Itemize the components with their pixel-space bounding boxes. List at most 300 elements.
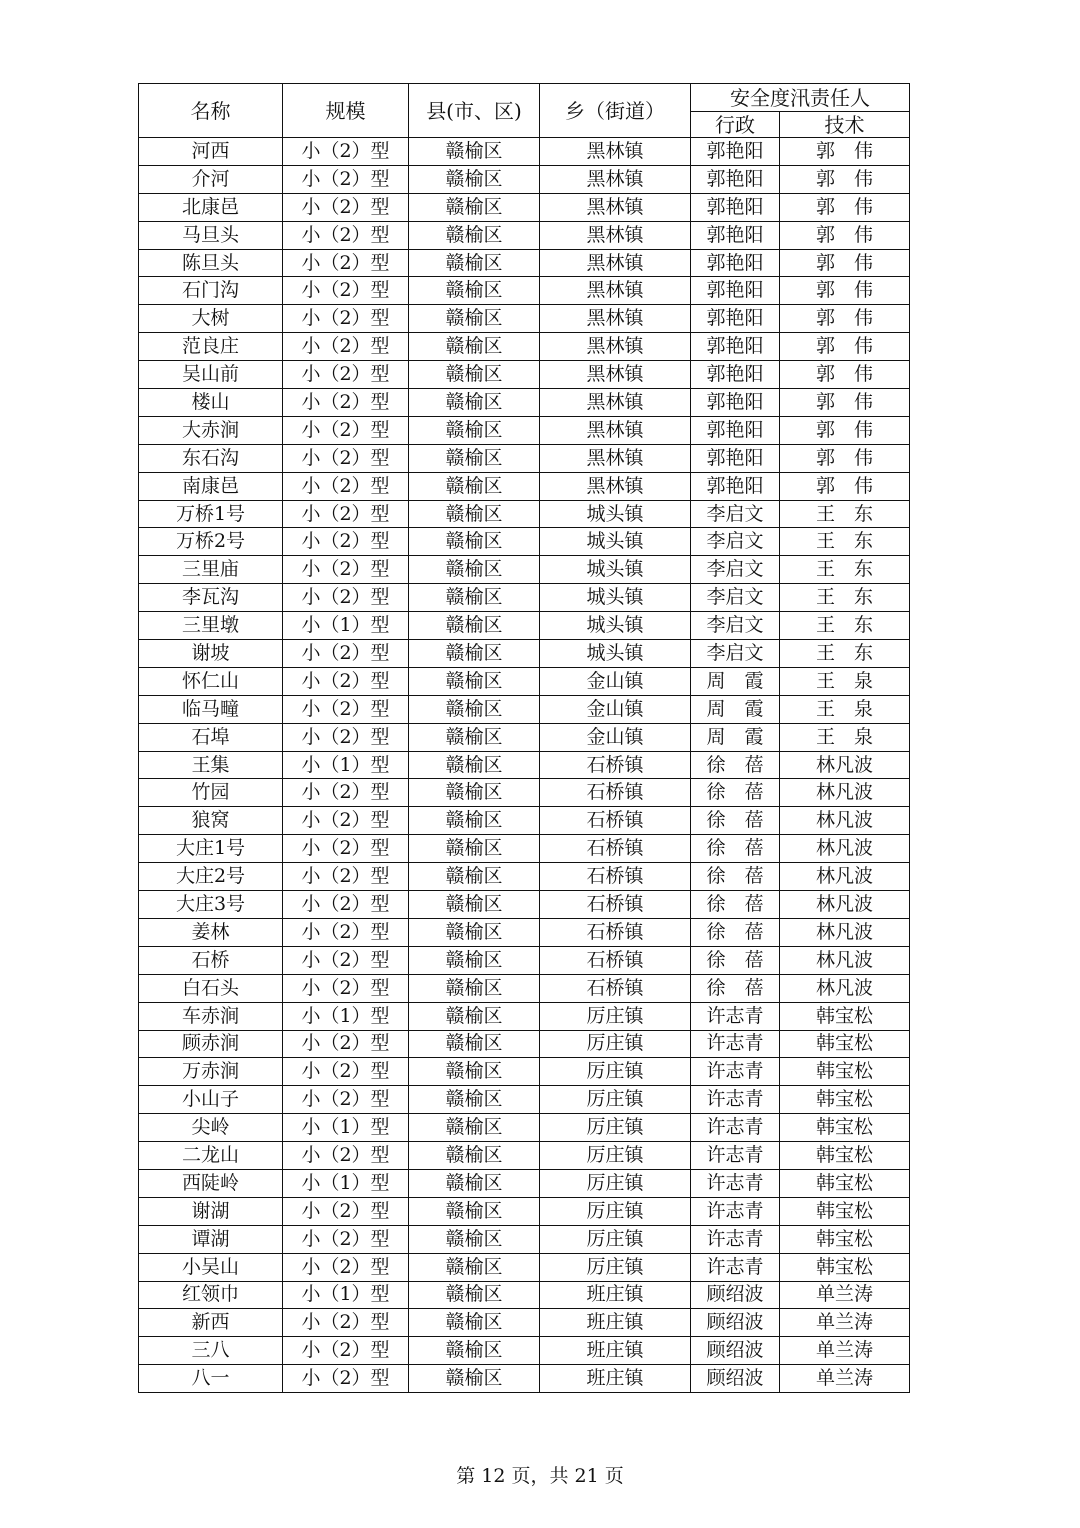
cell-tech: 韩宝松 (780, 1114, 910, 1142)
cell-name: 姜林 (139, 918, 283, 946)
cell-admin: 李启文 (691, 584, 780, 612)
cell-county: 赣榆区 (409, 1309, 540, 1337)
table-row (139, 444, 910, 472)
cell-scale: 小（1）型 (283, 1002, 409, 1030)
cell-scale: 小（2）型 (283, 1225, 409, 1253)
cell-township: 黑林镇 (540, 361, 691, 389)
cell-name: 介河 (139, 165, 283, 193)
table-row (139, 472, 910, 500)
cell-name: 尖岭 (139, 1114, 283, 1142)
cell-county: 赣榆区 (409, 667, 540, 695)
reservoir-responsibility-table (138, 83, 910, 1393)
cell-township: 金山镇 (540, 695, 691, 723)
table-row (139, 138, 910, 166)
cell-name: 大庄1号 (139, 835, 283, 863)
table-row (139, 1253, 910, 1281)
table-row (139, 1197, 910, 1225)
cell-county: 赣榆区 (409, 138, 540, 166)
table-row (139, 1114, 910, 1142)
cell-name: 三里庙 (139, 556, 283, 584)
table-row (139, 1365, 910, 1393)
cell-name: 大赤涧 (139, 416, 283, 444)
cell-admin: 许志青 (691, 1169, 780, 1197)
cell-scale: 小（2）型 (283, 1337, 409, 1365)
table-row (139, 584, 910, 612)
cell-township: 金山镇 (540, 723, 691, 751)
cell-county: 赣榆区 (409, 249, 540, 277)
table-row (139, 863, 910, 891)
cell-scale: 小（2）型 (283, 1197, 409, 1225)
cell-tech: 林凡波 (780, 918, 910, 946)
table-row (139, 974, 910, 1002)
cell-township: 黑林镇 (540, 472, 691, 500)
cell-county: 赣榆区 (409, 305, 540, 333)
cell-township: 黑林镇 (540, 333, 691, 361)
cell-county: 赣榆区 (409, 1365, 540, 1393)
cell-admin: 郭艳阳 (691, 165, 780, 193)
cell-county: 赣榆区 (409, 612, 540, 640)
cell-tech: 王 泉 (780, 723, 910, 751)
cell-admin: 许志青 (691, 1030, 780, 1058)
table-row (139, 165, 910, 193)
cell-tech: 郭 伟 (780, 416, 910, 444)
cell-admin: 许志青 (691, 1197, 780, 1225)
cell-county: 赣榆区 (409, 695, 540, 723)
cell-county: 赣榆区 (409, 221, 540, 249)
cell-county: 赣榆区 (409, 1197, 540, 1225)
cell-admin: 顾绍波 (691, 1281, 780, 1309)
cell-county: 赣榆区 (409, 277, 540, 305)
cell-tech: 单兰涛 (780, 1309, 910, 1337)
table-row (139, 1225, 910, 1253)
cell-township: 黑林镇 (540, 416, 691, 444)
cell-township: 城头镇 (540, 500, 691, 528)
cell-county: 赣榆区 (409, 807, 540, 835)
cell-scale: 小（2）型 (283, 779, 409, 807)
cell-county: 赣榆区 (409, 361, 540, 389)
cell-scale: 小（2）型 (283, 193, 409, 221)
cell-name: 临马疃 (139, 695, 283, 723)
cell-county: 赣榆区 (409, 1002, 540, 1030)
cell-admin: 许志青 (691, 1058, 780, 1086)
cell-county: 赣榆区 (409, 1169, 540, 1197)
cell-name: 楼山 (139, 389, 283, 417)
cell-township: 石桥镇 (540, 779, 691, 807)
table-row (139, 416, 910, 444)
table-row (139, 891, 910, 919)
cell-name: 二龙山 (139, 1142, 283, 1170)
cell-township: 黑林镇 (540, 444, 691, 472)
cell-name: 三八 (139, 1337, 283, 1365)
cell-admin: 李启文 (691, 556, 780, 584)
cell-township: 城头镇 (540, 556, 691, 584)
table-row (139, 751, 910, 779)
cell-tech: 王 泉 (780, 667, 910, 695)
cell-scale: 小（1）型 (283, 1114, 409, 1142)
cell-admin: 郭艳阳 (691, 249, 780, 277)
table-row (139, 807, 910, 835)
cell-county: 赣榆区 (409, 835, 540, 863)
cell-township: 石桥镇 (540, 751, 691, 779)
cell-name: 怀仁山 (139, 667, 283, 695)
cell-admin: 许志青 (691, 1225, 780, 1253)
cell-name: 狼窝 (139, 807, 283, 835)
cell-name: 大树 (139, 305, 283, 333)
cell-name: 八一 (139, 1365, 283, 1393)
header-name: 名称 (139, 84, 283, 138)
cell-scale: 小（2）型 (283, 1030, 409, 1058)
cell-tech: 韩宝松 (780, 1142, 910, 1170)
cell-tech: 王 东 (780, 584, 910, 612)
cell-township: 厉庄镇 (540, 1058, 691, 1086)
table-row (139, 1086, 910, 1114)
cell-township: 厉庄镇 (540, 1030, 691, 1058)
cell-township: 厉庄镇 (540, 1002, 691, 1030)
cell-tech: 王 东 (780, 556, 910, 584)
cell-scale: 小（2）型 (283, 835, 409, 863)
table-row (139, 1309, 910, 1337)
cell-tech: 林凡波 (780, 863, 910, 891)
cell-county: 赣榆区 (409, 333, 540, 361)
cell-tech: 郭 伟 (780, 361, 910, 389)
cell-scale: 小（2）型 (283, 918, 409, 946)
cell-name: 吴山前 (139, 361, 283, 389)
cell-tech: 林凡波 (780, 946, 910, 974)
cell-tech: 王 东 (780, 500, 910, 528)
cell-tech: 单兰涛 (780, 1281, 910, 1309)
cell-tech: 郭 伟 (780, 472, 910, 500)
cell-county: 赣榆区 (409, 1114, 540, 1142)
cell-county: 赣榆区 (409, 918, 540, 946)
cell-tech: 韩宝松 (780, 1169, 910, 1197)
cell-scale: 小（2）型 (283, 1253, 409, 1281)
cell-tech: 林凡波 (780, 807, 910, 835)
cell-name: 陈旦头 (139, 249, 283, 277)
cell-name: 马旦头 (139, 221, 283, 249)
cell-township: 黑林镇 (540, 221, 691, 249)
table-row (139, 221, 910, 249)
cell-name: 范良庄 (139, 333, 283, 361)
cell-scale: 小（2）型 (283, 640, 409, 668)
cell-scale: 小（1）型 (283, 1281, 409, 1309)
cell-county: 赣榆区 (409, 1030, 540, 1058)
cell-name: 李瓦沟 (139, 584, 283, 612)
cell-admin: 徐 蓓 (691, 779, 780, 807)
cell-scale: 小（2）型 (283, 361, 409, 389)
cell-county: 赣榆区 (409, 1337, 540, 1365)
cell-name: 北康邑 (139, 193, 283, 221)
cell-township: 石桥镇 (540, 918, 691, 946)
table-row (139, 723, 910, 751)
cell-township: 厉庄镇 (540, 1197, 691, 1225)
cell-township: 厉庄镇 (540, 1086, 691, 1114)
cell-name: 红领巾 (139, 1281, 283, 1309)
cell-tech: 韩宝松 (780, 1253, 910, 1281)
table-body (139, 138, 910, 1393)
cell-admin: 许志青 (691, 1114, 780, 1142)
cell-name: 南康邑 (139, 472, 283, 500)
cell-township: 厉庄镇 (540, 1225, 691, 1253)
cell-tech: 韩宝松 (780, 1197, 910, 1225)
table-row (139, 333, 910, 361)
cell-admin: 许志青 (691, 1142, 780, 1170)
cell-township: 黑林镇 (540, 389, 691, 417)
cell-scale: 小（2）型 (283, 333, 409, 361)
cell-tech: 单兰涛 (780, 1365, 910, 1393)
table-row (139, 361, 910, 389)
table-row (139, 1142, 910, 1170)
cell-scale: 小（2）型 (283, 472, 409, 500)
cell-admin: 李启文 (691, 612, 780, 640)
table-row (139, 249, 910, 277)
table-row (139, 556, 910, 584)
cell-admin: 郭艳阳 (691, 416, 780, 444)
cell-scale: 小（2）型 (283, 277, 409, 305)
cell-township: 城头镇 (540, 584, 691, 612)
cell-admin: 郭艳阳 (691, 361, 780, 389)
cell-township: 厉庄镇 (540, 1253, 691, 1281)
cell-township: 班庄镇 (540, 1309, 691, 1337)
cell-scale: 小（2）型 (283, 891, 409, 919)
cell-scale: 小（2）型 (283, 416, 409, 444)
table-row (139, 779, 910, 807)
cell-county: 赣榆区 (409, 528, 540, 556)
cell-tech: 单兰涛 (780, 1337, 910, 1365)
cell-township: 黑林镇 (540, 138, 691, 166)
cell-tech: 郭 伟 (780, 389, 910, 417)
header-responsible: 安全度汛责任人 (691, 84, 910, 112)
cell-township: 石桥镇 (540, 835, 691, 863)
cell-scale: 小（2）型 (283, 1086, 409, 1114)
table-row (139, 305, 910, 333)
cell-county: 赣榆区 (409, 1225, 540, 1253)
cell-scale: 小（2）型 (283, 221, 409, 249)
cell-county: 赣榆区 (409, 946, 540, 974)
table-row (139, 1030, 910, 1058)
cell-tech: 郭 伟 (780, 193, 910, 221)
cell-scale: 小（2）型 (283, 138, 409, 166)
table-row (139, 389, 910, 417)
cell-township: 黑林镇 (540, 249, 691, 277)
cell-tech: 王 东 (780, 612, 910, 640)
cell-tech: 林凡波 (780, 891, 910, 919)
cell-scale: 小（2）型 (283, 667, 409, 695)
cell-county: 赣榆区 (409, 193, 540, 221)
cell-name: 谢湖 (139, 1197, 283, 1225)
cell-name: 新西 (139, 1309, 283, 1337)
cell-admin: 徐 蓓 (691, 891, 780, 919)
cell-township: 黑林镇 (540, 277, 691, 305)
cell-tech: 郭 伟 (780, 221, 910, 249)
cell-county: 赣榆区 (409, 1058, 540, 1086)
cell-tech: 林凡波 (780, 779, 910, 807)
cell-admin: 郭艳阳 (691, 333, 780, 361)
cell-name: 大庄2号 (139, 863, 283, 891)
cell-admin: 徐 蓓 (691, 946, 780, 974)
cell-county: 赣榆区 (409, 1281, 540, 1309)
cell-tech: 郭 伟 (780, 277, 910, 305)
table-row (139, 1169, 910, 1197)
cell-scale: 小（2）型 (283, 1058, 409, 1086)
cell-tech: 韩宝松 (780, 1030, 910, 1058)
table-row (139, 918, 910, 946)
cell-county: 赣榆区 (409, 165, 540, 193)
cell-admin: 郭艳阳 (691, 472, 780, 500)
cell-scale: 小（2）型 (283, 695, 409, 723)
cell-admin: 顾绍波 (691, 1337, 780, 1365)
cell-township: 厉庄镇 (540, 1169, 691, 1197)
cell-county: 赣榆区 (409, 891, 540, 919)
cell-tech: 林凡波 (780, 751, 910, 779)
cell-township: 金山镇 (540, 667, 691, 695)
header-admin: 行政 (691, 112, 780, 138)
cell-name: 石门沟 (139, 277, 283, 305)
cell-township: 石桥镇 (540, 946, 691, 974)
table-row (139, 500, 910, 528)
cell-name: 竹园 (139, 779, 283, 807)
cell-county: 赣榆区 (409, 472, 540, 500)
table-row (139, 193, 910, 221)
cell-name: 小吴山 (139, 1253, 283, 1281)
table-row (139, 1281, 910, 1309)
cell-admin: 郭艳阳 (691, 277, 780, 305)
cell-name: 谭湖 (139, 1225, 283, 1253)
table-row (139, 277, 910, 305)
cell-tech: 王 东 (780, 640, 910, 668)
header-scale: 规模 (283, 84, 409, 138)
table-row (139, 1002, 910, 1030)
cell-scale: 小（2）型 (283, 1365, 409, 1393)
cell-name: 大庄3号 (139, 891, 283, 919)
cell-admin: 郭艳阳 (691, 389, 780, 417)
cell-tech: 林凡波 (780, 974, 910, 1002)
cell-admin: 李启文 (691, 528, 780, 556)
cell-name: 石埠 (139, 723, 283, 751)
cell-admin: 郭艳阳 (691, 221, 780, 249)
table-row (139, 1058, 910, 1086)
cell-admin: 徐 蓓 (691, 807, 780, 835)
cell-admin: 徐 蓓 (691, 918, 780, 946)
table-row (139, 667, 910, 695)
cell-scale: 小（2）型 (283, 723, 409, 751)
cell-township: 石桥镇 (540, 807, 691, 835)
cell-scale: 小（2）型 (283, 1142, 409, 1170)
table-row (139, 528, 910, 556)
cell-county: 赣榆区 (409, 416, 540, 444)
cell-name: 顾赤涧 (139, 1030, 283, 1058)
cell-admin: 徐 蓓 (691, 863, 780, 891)
cell-township: 石桥镇 (540, 863, 691, 891)
cell-scale: 小（2）型 (283, 444, 409, 472)
cell-township: 城头镇 (540, 640, 691, 668)
cell-admin: 李启文 (691, 640, 780, 668)
cell-scale: 小（2）型 (283, 305, 409, 333)
cell-scale: 小（2）型 (283, 556, 409, 584)
cell-admin: 李启文 (691, 500, 780, 528)
cell-township: 城头镇 (540, 528, 691, 556)
cell-admin: 周 霞 (691, 723, 780, 751)
cell-county: 赣榆区 (409, 640, 540, 668)
cell-scale: 小（1）型 (283, 1169, 409, 1197)
cell-scale: 小（2）型 (283, 863, 409, 891)
table-row (139, 640, 910, 668)
cell-scale: 小（2）型 (283, 165, 409, 193)
cell-tech: 韩宝松 (780, 1225, 910, 1253)
cell-admin: 许志青 (691, 1086, 780, 1114)
cell-county: 赣榆区 (409, 1142, 540, 1170)
cell-tech: 林凡波 (780, 835, 910, 863)
cell-tech: 韩宝松 (780, 1002, 910, 1030)
header-township: 乡（街道） (540, 84, 691, 138)
cell-admin: 郭艳阳 (691, 444, 780, 472)
cell-county: 赣榆区 (409, 974, 540, 1002)
cell-tech: 郭 伟 (780, 333, 910, 361)
cell-scale: 小（2）型 (283, 974, 409, 1002)
cell-county: 赣榆区 (409, 389, 540, 417)
cell-township: 班庄镇 (540, 1281, 691, 1309)
cell-township: 班庄镇 (540, 1365, 691, 1393)
cell-name: 王集 (139, 751, 283, 779)
cell-scale: 小（2）型 (283, 528, 409, 556)
cell-name: 万桥1号 (139, 500, 283, 528)
cell-admin: 徐 蓓 (691, 751, 780, 779)
cell-tech: 韩宝松 (780, 1058, 910, 1086)
cell-county: 赣榆区 (409, 863, 540, 891)
cell-admin: 徐 蓓 (691, 974, 780, 1002)
cell-county: 赣榆区 (409, 556, 540, 584)
cell-county: 赣榆区 (409, 500, 540, 528)
cell-tech: 郭 伟 (780, 249, 910, 277)
cell-township: 石桥镇 (540, 974, 691, 1002)
cell-admin: 许志青 (691, 1253, 780, 1281)
cell-admin: 郭艳阳 (691, 305, 780, 333)
cell-name: 东石沟 (139, 444, 283, 472)
page-footer: 第 12 页，共 21 页 (456, 1465, 624, 1487)
cell-county: 赣榆区 (409, 779, 540, 807)
cell-admin: 周 霞 (691, 695, 780, 723)
cell-name: 车赤涧 (139, 1002, 283, 1030)
cell-name: 万桥2号 (139, 528, 283, 556)
cell-admin: 顾绍波 (691, 1365, 780, 1393)
cell-admin: 郭艳阳 (691, 138, 780, 166)
cell-county: 赣榆区 (409, 1086, 540, 1114)
cell-name: 谢坡 (139, 640, 283, 668)
cell-township: 厉庄镇 (540, 1142, 691, 1170)
table-row (139, 695, 910, 723)
cell-county: 赣榆区 (409, 584, 540, 612)
cell-tech: 韩宝松 (780, 1086, 910, 1114)
header-tech: 技术 (780, 112, 910, 138)
cell-county: 赣榆区 (409, 751, 540, 779)
cell-admin: 顾绍波 (691, 1309, 780, 1337)
cell-township: 厉庄镇 (540, 1114, 691, 1142)
cell-county: 赣榆区 (409, 723, 540, 751)
cell-tech: 王 东 (780, 528, 910, 556)
table-row (139, 946, 910, 974)
cell-scale: 小（2）型 (283, 584, 409, 612)
cell-township: 黑林镇 (540, 193, 691, 221)
cell-township: 城头镇 (540, 612, 691, 640)
cell-name: 三里墩 (139, 612, 283, 640)
cell-scale: 小（2）型 (283, 1309, 409, 1337)
cell-name: 白石头 (139, 974, 283, 1002)
cell-name: 小山子 (139, 1086, 283, 1114)
cell-tech: 王 泉 (780, 695, 910, 723)
cell-county: 赣榆区 (409, 444, 540, 472)
cell-scale: 小（1）型 (283, 751, 409, 779)
cell-admin: 周 霞 (691, 667, 780, 695)
cell-scale: 小（1）型 (283, 612, 409, 640)
